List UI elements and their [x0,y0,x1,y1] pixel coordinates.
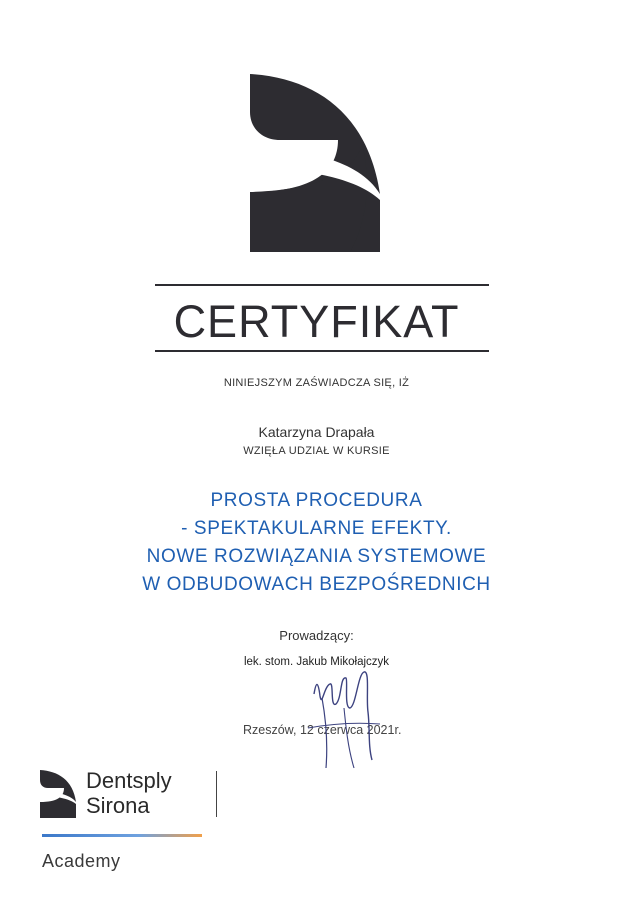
course-line: PROSTA PROCEDURA [210,490,423,511]
course-line: NOWE ROZWIĄZANIA SYSTEMOWE [146,546,487,567]
lecturer-label: Prowadzący: [279,628,354,643]
place-date: Rzeszów, 12 czerwca 2021r. [243,723,402,737]
recipient-name: Katarzyna Drapała [258,424,375,440]
certificate-title: CERTYFIKAT [173,296,460,347]
brand-s-icon [40,770,76,818]
brand-gradient-bar [42,834,202,837]
title-bottom-rule [155,350,489,352]
participation-text: WZIĘŁA UDZIAŁ W KURSIE [243,445,390,457]
s-logo-icon [250,74,380,252]
course-line: W ODBUDOWACH BEZPOŚREDNICH [142,574,491,595]
signature-icon [300,668,390,773]
course-line: - SPEKTAKULARNE EFEKTY. [181,518,452,539]
brand-name-line2: Sirona [86,793,150,818]
lecturer-name: lek. stom. Jakub Mikołajczyk [243,656,390,668]
declaration-text: NINIEJSZYM ZAŚWIADCZA SIĘ, IŻ [223,377,410,389]
brand-subline: Academy [42,851,121,871]
brand-divider [216,771,217,817]
brand-name-line1: Dentsply [86,768,172,793]
title-top-rule [155,284,489,286]
course-title [0,487,633,599]
